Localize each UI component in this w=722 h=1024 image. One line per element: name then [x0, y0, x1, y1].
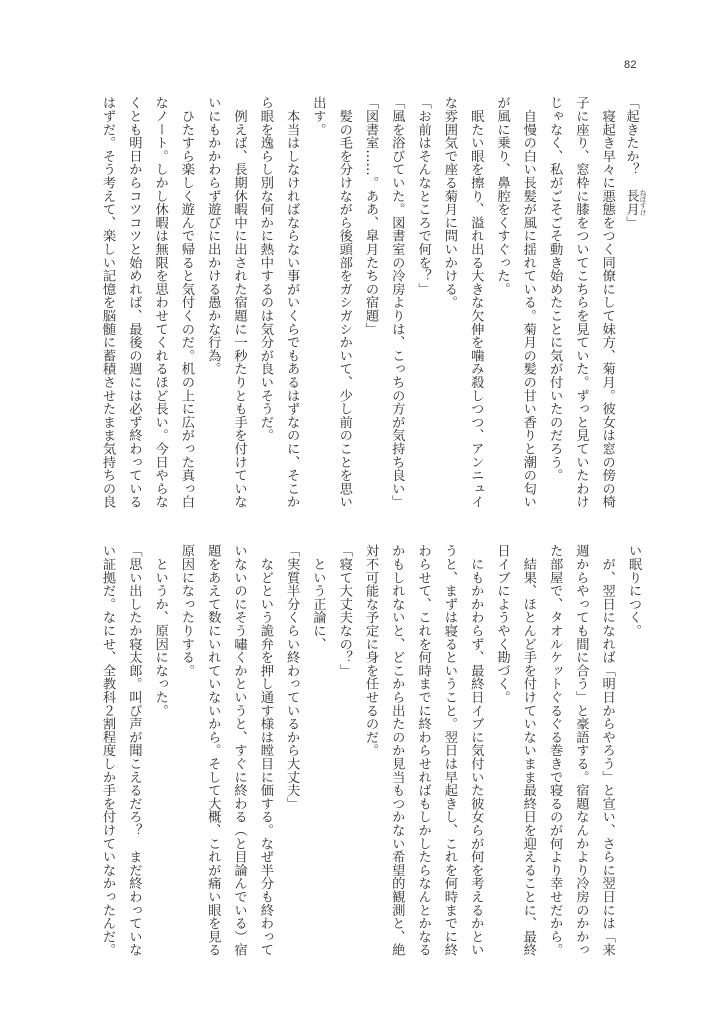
- text-line: 週からやっても間に合う」と豪語する。宿題なんかより冷房のかかっ: [573, 544, 589, 957]
- text-line: が風に乗り、鼻腔をくすぐった。: [494, 96, 510, 296]
- text-line: 「図書室……。ああ、皐月たちの宿題」: [363, 96, 379, 336]
- text-line: 「思い出したか寝太郎。叫び声が聞こえるだろ？ まだ終わっていな: [126, 544, 142, 957]
- closing-bracket: 」: [623, 215, 639, 230]
- text-line: 「風を浴びていた。図書室の冷房よりは、こっちの方が気持ち良い」: [389, 96, 405, 509]
- text-line: にもかかわらず、最終日イブに気付いた彼女らが何を考えるかとい: [468, 544, 484, 957]
- text-line: などという詭弁を押し通す様は瞠目に価する。なぜ半分も終わって: [257, 544, 273, 957]
- text-line: 日イブにようやく勘づく。: [494, 544, 510, 704]
- text-line: いにもかかわらず遊びに出かける愚かな行為。: [205, 96, 221, 376]
- text-line: た部屋で、タオルケットぐるぐる巻きで寝るのが何より幸せだから。: [547, 544, 563, 957]
- text-line: わらせて、これを何時までに終わらせればもしかしたらなんとかなる: [415, 544, 431, 957]
- text-line: 眠たい眼を擦り、溢れ出る大きな欠伸を噛み殺しつつ、アンニュイ: [468, 96, 484, 509]
- text-line: 「寝て大丈夫なの？」: [336, 544, 352, 677]
- text-line: 出す。: [310, 96, 326, 136]
- text-line: はずだ。そう考えて、楽しい記憶を脳髄に蓄積させたまま気持ちの良: [100, 96, 116, 509]
- text-line: 原因になったりする。: [178, 544, 194, 677]
- text-line: くとも明日からコツコツと始めれば、最後の週には必ず終わっている: [126, 96, 142, 509]
- text-line: 「実質半分くらい終わっているから大丈夫」: [284, 544, 300, 810]
- text-line: [620, 96, 646, 509]
- text-line: 例えば、長期休暇中に出された宿題に一秒たりとも手を付けていな: [231, 96, 247, 509]
- text-line: という正論に、: [310, 544, 326, 651]
- text-line: というか、原因になった。: [152, 544, 168, 717]
- text-line: 題をあえて数にいれていないから。そして大概、これが痛い眼を見る: [205, 544, 221, 957]
- text-line: じゃなく、私がごそごそ動き始めたことに気が付いたのだろう。: [547, 96, 563, 482]
- ruby-reading: ねぼすけ: [638, 189, 646, 216]
- dialogue-text: 「起きたか？: [623, 96, 639, 190]
- text-line: 髪の毛を分けながら後頭部をガシガシかいて、少し前のことを思い: [336, 96, 352, 509]
- text-line: 本当はしなければならない事がいくらでもあるはずなのに、そこか: [284, 96, 300, 509]
- text-line: 寝起き早々に悪態をつく同僚にして妹方、菊月。彼女は窓の傍の椅: [599, 96, 615, 509]
- text-line: 自慢の白い長髪が風に揺れている。菊月の髪の甘い香りと潮の匂い: [520, 96, 536, 509]
- text-line: 子に座り、窓枠に膝をついてこちらを見ていた。ずっと見ていたわけ: [573, 96, 589, 509]
- top-text-tier: [93, 96, 646, 509]
- text-line: な雰囲気で座る菊月に問いかける。: [441, 96, 457, 309]
- ruby-annotation: [623, 189, 646, 216]
- text-line: いないのにそう嘯くかというと、すぐに終わる（と目論んでいる）宿: [231, 544, 247, 957]
- text-line: が、翌日になれば「明日からやろう」と宣い、さらに翌日には「来: [599, 544, 615, 957]
- text-line: い眠りにつく。: [626, 544, 641, 638]
- text-line: なノート。しかし休暇は無限を思わせてくれるほど長い。今日やらな: [152, 96, 168, 509]
- text-line: 「お前はそんなところで何を？」: [415, 96, 431, 296]
- text-line: ひたすら楽しく遊んで帰ると気付くのだ。机の上に広がった真っ白: [178, 96, 194, 509]
- text-line: い証拠だ。なにせ、全教科２割程度しか手を付けていなかったんだ。: [100, 544, 116, 957]
- text-line: うと、まずは寝るということ。翌日は早起きし、これを何時までに終: [441, 544, 457, 957]
- text-line: ら眼を逸らし別な何かに熱中するのは気分が良いそうだ。: [257, 96, 273, 442]
- ruby-base: 長月: [623, 189, 639, 216]
- text-line: かもしれないと、どこから出たのか見当もつかない希望的観測と、絶: [389, 544, 405, 957]
- text-line: 結果、ほとんど手を付けていないまま最終日を迎えることに、最終: [520, 544, 536, 957]
- page-number: 82: [624, 59, 637, 71]
- text-line: 対不可能な予定に身を任せるのだ。: [363, 544, 379, 757]
- bottom-text-tier: [93, 544, 646, 957]
